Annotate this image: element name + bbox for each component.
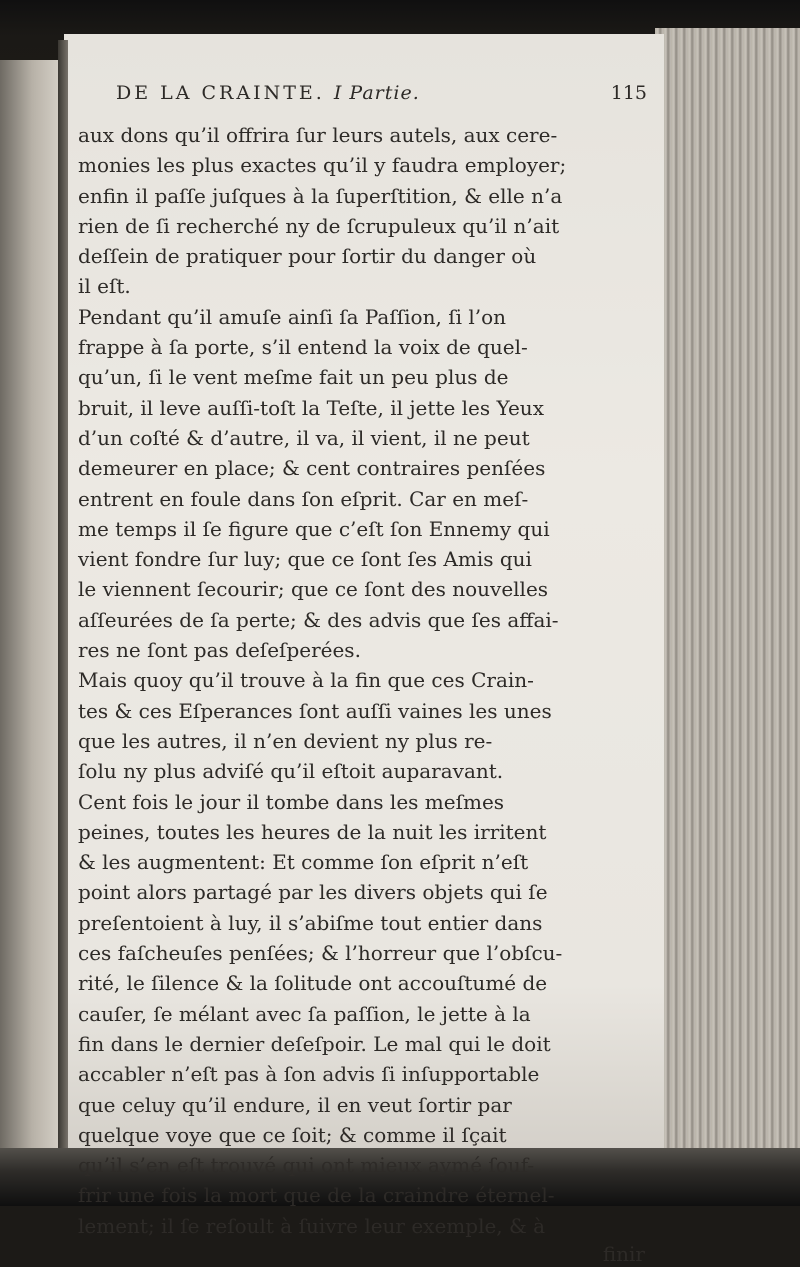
part-label: I Partie.	[333, 82, 420, 104]
text-line: qu’un, ſi le vent meſme fait un peu plus de	[78, 365, 509, 390]
text-line: rité, le ſilence & la ſolitude ont accouſtumé de	[78, 971, 548, 996]
running-header	[78, 76, 653, 120]
text-line: que les autres, il n’en devient ny plus re-	[78, 728, 493, 753]
text-line: accabler n’eſt pas à ſon advis ſi inſupportable	[78, 1062, 540, 1087]
text-line: qu’il s’en eſt trouvé qui ont mieux aymé ſouf-	[78, 1153, 535, 1178]
text-line: que celuy qu’il endure, il en veut ſortir par	[78, 1092, 512, 1117]
text-line: frappe à ſa porte, s’il entend la voix de quel-	[78, 335, 528, 360]
text-line: res ne ſont pas deſeſperées.	[78, 638, 361, 663]
text-line: Cent fois le jour il tombe dans les meſmes	[78, 789, 505, 814]
text-line: point alors partagé par les divers objets qui ſe	[78, 880, 548, 905]
text-line: preſentoient à luy, il s’abiſme tout entier dans	[78, 910, 543, 935]
text-line: d’un coſté & d’autre, il va, il vient, il ne peut	[78, 425, 530, 450]
text-line: aux dons qu’il offrira ſur leurs autels, aux cere-	[78, 123, 558, 147]
page-text	[78, 76, 653, 1267]
catchword: finir	[602, 1241, 645, 1266]
text-line: aſſeurées de ſa perte; & des advis que ſes affai-	[78, 607, 559, 632]
text-line: vient fondre ſur luy; que ce ſont ſes Amis qui	[78, 547, 532, 572]
text-line: frir une fois la mort que de la craindre éternel-	[78, 1183, 555, 1208]
text-line: cauſer, ſe mélant avec ſa paſſion, le jette à la	[78, 1001, 531, 1026]
text-line: & les augmentent: Et comme ſon eſprit n’eſt	[78, 850, 529, 875]
text-line: lement; il ſe reſoult à ſuivre leur exemple, & à	[78, 1213, 546, 1238]
running-title-text: DE LA CRAINTE.	[116, 82, 325, 104]
running-title	[116, 82, 420, 104]
text-line: entrent en foule dans ſon eſprit. Car en meſ-	[78, 486, 529, 511]
page-number: 115	[610, 82, 647, 104]
text-line: deſſein de pratiquer pour ſortir du danger où	[78, 244, 537, 269]
text-line: demeurer en place; & cent contraires penſées	[78, 456, 546, 481]
text-line: peines, toutes les heures de la nuit les irritent	[78, 819, 547, 844]
body-text	[78, 120, 653, 1241]
text-line: enfin il paſſe juſques à la ſuperſtition, & elle n’a	[78, 183, 563, 208]
text-line: ſolu ny plus adviſé qu’il eſtoit auparavant.	[78, 759, 504, 784]
text-line: il eſt.	[78, 274, 131, 299]
text-line: ces faſcheuſes penſées; & l’horreur que l’obſcu-	[78, 941, 563, 966]
text-line: quelque voye que ce ſoit; & comme il ſçait	[78, 1122, 507, 1147]
text-line: Pendant qu’il amuſe ainſi ſa Paſſion, ſi l’on	[78, 304, 507, 329]
text-line: fin dans le dernier deſeſpoir. Le mal qui le doit	[78, 1031, 551, 1056]
text-line: Mais quoy qu’il trouve à la fin que ces Crain-	[78, 668, 534, 693]
gutter-shadow	[58, 40, 68, 1170]
text-line: monies les plus exactes qu’il y faudra employer;	[78, 153, 567, 178]
page-edges	[655, 28, 800, 1158]
text-line: bruit, il leve auſſi-toſt la Teſte, il jette les Yeux	[78, 395, 544, 420]
text-line: le viennent ſecourir; que ce ſont des nouvelles	[78, 577, 549, 602]
text-line: tes & ces Eſperances ſont auſſi vaines les unes	[78, 698, 552, 723]
text-line: rien de ſi recherché ny de ſcrupuleux qu’il n’ait	[78, 213, 560, 238]
text-line: me temps il ſe figure que c’eſt ſon Ennemy qui	[78, 516, 550, 541]
